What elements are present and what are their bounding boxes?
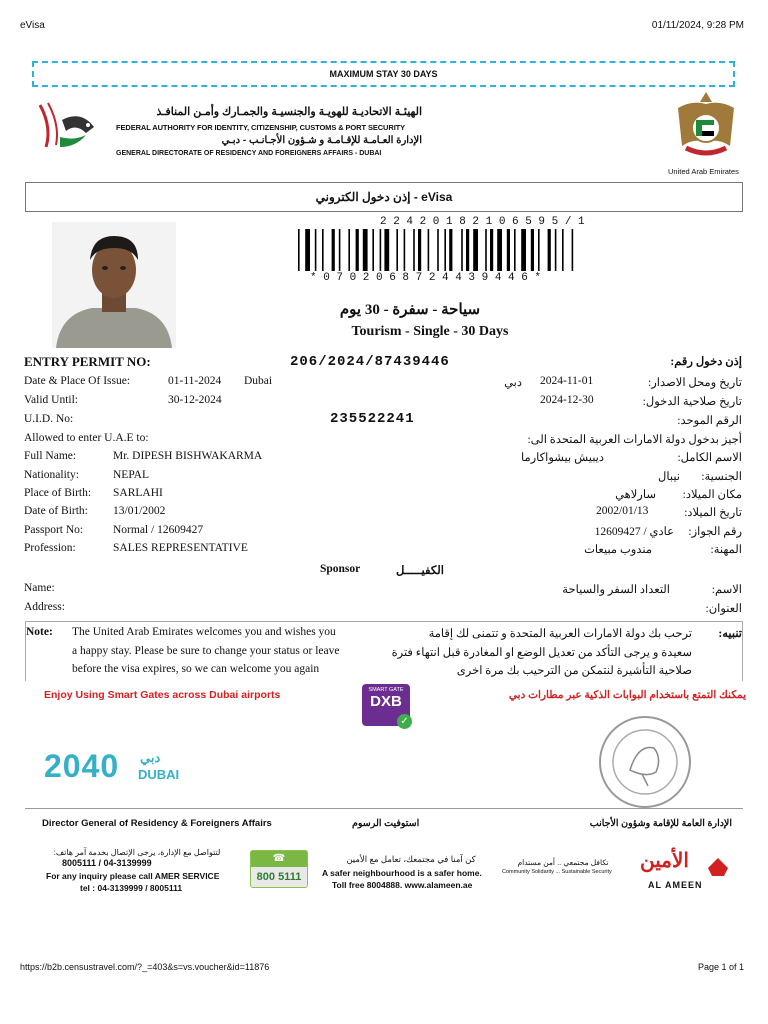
birth-date: 13/01/2002 — [113, 505, 166, 517]
passport-label-ar: رقم الجواز: — [688, 526, 742, 538]
divider — [25, 808, 743, 809]
smart-gate-badge-top: SMART GATE — [368, 687, 404, 693]
smart-gate-message-ar: يمكنك التمتع باستخدام البوابات الذكية عبر مطارات دبي — [508, 689, 746, 701]
amer-contact-ar: لتتواصل مع الإدارة، يرجى الإتصال بخدمة آمر هاتف: — [53, 848, 221, 857]
birth-place-ar: سارلاهي — [615, 489, 656, 501]
profession: SALES REPRESENTATIVE — [113, 542, 248, 554]
sponsor-address-label: Address: — [24, 601, 65, 613]
note-line-1: The United Arab Emirates welcomes you and wishes you — [72, 626, 336, 638]
note-ar-line-3: صلاحية التأشيرة لنتمكن من الترحيب بك مرة اخرى — [456, 665, 692, 677]
valid-until-date-ar: 2024-12-30 — [540, 394, 594, 406]
sponsor-address-label-ar: العنوان: — [705, 603, 742, 615]
uid-label-ar: الرقم الموحد: — [677, 415, 742, 427]
issue-label-ar: تاريخ ومحل الاصدار: — [648, 377, 742, 389]
smart-gate-badge — [362, 684, 410, 726]
evisa-title: إذن دخول الكتروني - eVisa — [25, 182, 743, 212]
applicant-photo — [52, 222, 176, 348]
note-label-ar: تنبيه: — [718, 628, 742, 640]
dubai-2040-year: 2040 — [44, 748, 120, 784]
nationality-label: Nationality: — [24, 469, 79, 481]
uae-eagle-emblem-icon — [668, 88, 744, 166]
note-line-2: a happy stay. Please be sure to change your status or leave — [72, 645, 340, 657]
sponsor-name-label: Name: — [24, 582, 55, 594]
profession-label: Profession: — [24, 542, 76, 554]
check-icon: ✓ — [397, 714, 412, 729]
directorate-label-ar: الإدارة العامة للإقامة وشؤون الأجانب — [589, 818, 732, 829]
nationality: NEPAL — [113, 469, 149, 481]
sponsor-title: Sponsor — [320, 563, 361, 575]
passport-number: Normal / 12609427 — [113, 524, 204, 536]
sponsor-name-label-ar: الاسم: — [711, 584, 742, 596]
community-slogan-en: Community Solidarity ... Sustainable Security — [502, 869, 612, 875]
dubai-2040-label: DUBAI — [138, 767, 180, 782]
page-url: https://b2b.censustravel.com/?_=403&s=vs.voucher&id=11876 — [20, 962, 270, 972]
uid-label: U.I.D. No: — [24, 413, 74, 425]
full-name-label: Full Name: — [24, 450, 77, 462]
birth-date-ar: 2002/01/13 — [596, 505, 649, 517]
visa-type-en: Tourism - Single - 30 Days — [351, 324, 509, 339]
department-name-ar: الإدارة العـامـة للإقـامـة و شـؤون الأجـانـب - دبـي — [221, 135, 422, 146]
smart-gate-message: Enjoy Using Smart Gates across Dubai airports — [44, 689, 281, 701]
birth-place-label-ar: مكان الميلاد: — [682, 489, 742, 501]
amer-logo-number: 800 5111 — [256, 871, 302, 883]
fees-paid-label: استوفيت الرسوم — [352, 818, 420, 829]
country-label: United Arab Emirates — [668, 167, 739, 176]
sponsor-name-ar: التعداد السفر والسياحة — [562, 584, 670, 596]
amer-phone-icon: ☎ — [251, 851, 307, 867]
al-ameen-handshake-icon — [706, 856, 730, 878]
nationality-ar: نيبال — [657, 471, 680, 483]
issue-label: Date & Place Of Issue: — [24, 375, 131, 387]
ameen-tollfree: Toll free 8004888. www.alameen.ae — [332, 880, 473, 890]
al-ameen-logo-ar: الأمين — [640, 850, 689, 872]
amer-contact-en: For any inquiry please call AMER SERVICE — [46, 871, 220, 881]
uid-number: 235522241 — [330, 411, 415, 427]
profession-ar: مندوب مبيعات — [584, 544, 652, 556]
authority-name-en: FEDERAL AUTHORITY FOR IDENTITY, CITIZENSHIP, CUSTOMS & PORT SECURITY — [116, 123, 406, 132]
note-ar-line-1: ترحب بك دولة الامارات العربية المتحدة و تتمنى لك إقامة — [428, 628, 692, 640]
ameen-slogan-ar: كن آمنا في مجتمعك، تعامل مع الأمين — [346, 854, 476, 864]
birth-date-label-ar: تاريخ الميلاد: — [684, 507, 742, 519]
amer-logo — [250, 850, 308, 888]
browser-datetime: 01/11/2024, 9:28 PM — [651, 20, 744, 31]
visa-type-ar: سياحة - سفرة - 30 يوم — [339, 302, 481, 318]
official-stamp-icon — [596, 714, 694, 810]
barcode-bottom-number: * 0 7 0 2 0 6 8 7 2 4 4 3 9 4 4 6 * — [310, 272, 542, 284]
amer-phone-1: 8005111 / 04-3139999 — [62, 858, 152, 868]
profession-label-ar: المهنة: — [710, 544, 742, 556]
smart-gate-badge-main: DXB — [370, 693, 402, 710]
passport-number-ar: عادي / 12609427 — [594, 526, 674, 538]
passport-label: Passport No: — [24, 524, 84, 536]
note-ar-line-2: سعيدة و يرجى التأكد من تعديل الوضع او المغادرة قبل انتهاء فترة — [391, 647, 692, 659]
entry-permit-number: 206/2024/87439446 — [290, 354, 450, 370]
barcode-top-number: 2 2 4 2 0 1 8 2 1 0 6 5 9 5 / 1 — [380, 216, 585, 228]
falcon-logo-icon — [26, 95, 106, 165]
allowed-label-ar: أجيز بدخول دولة الامارات العربية المتحدة الى: — [527, 434, 742, 446]
max-stay-banner: MAXIMUM STAY 30 DAYS — [32, 61, 735, 87]
note-line-3: before the visa expires, so we can welcome you again — [72, 663, 320, 675]
allowed-label: Allowed to enter U.A.E to: — [24, 432, 149, 444]
birth-date-label: Date of Birth: — [24, 505, 88, 517]
ameen-slogan-en: A safer neighbourhood is a safer home. — [322, 868, 482, 878]
issue-date-ar: 2024-11-01 — [540, 375, 594, 387]
birth-place: SARLAHI — [113, 487, 163, 499]
department-name-en: GENERAL DIRECTORATE OF RESIDENCY AND FOREIGNERS AFFAIRS - DUBAI — [116, 150, 382, 157]
valid-until-date: 30-12-2024 — [168, 394, 222, 406]
page-number: Page 1 of 1 — [697, 962, 744, 972]
issue-place: Dubai — [244, 375, 273, 387]
authority-name-ar: الهيئـة الاتحاديـة للهويـة والجنسيـة والجمـارك وأمـن المنافـذ — [156, 106, 422, 118]
entry-permit-label: ENTRY PERMIT NO: — [24, 354, 151, 369]
al-ameen-logo-en: AL AMEEN — [648, 880, 703, 890]
director-general-label: Director General of Residency & Foreigners Affairs — [42, 818, 272, 829]
full-name-label-ar: الاسم الكامل: — [677, 452, 742, 464]
nationality-label-ar: الجنسية: — [701, 471, 742, 483]
note-label: Note: — [26, 626, 53, 638]
dubai-2040-label-ar: دبي — [140, 750, 161, 765]
amer-phone-2: tel : 04-3139999 / 8005111 — [80, 883, 183, 893]
issue-date: 01-11-2024 — [168, 375, 222, 387]
birth-place-label: Place of Birth: — [24, 487, 92, 499]
barcode — [296, 229, 646, 271]
community-slogan-ar: تكافل مجتمعي .. أمن مستدام — [517, 858, 609, 867]
valid-until-label: Valid Until: — [24, 394, 78, 406]
full-name: Mr. DIPESH BISHWAKARMA — [113, 450, 263, 462]
full-name-ar: ديبيش بيشواكارما — [520, 452, 604, 464]
issue-place-ar: دبي — [504, 377, 522, 389]
browser-tab-title: eVisa — [20, 20, 45, 31]
valid-until-label-ar: تاريخ صلاحية الدخول: — [642, 396, 742, 408]
entry-permit-label-ar: إذن دخول رقم: — [670, 356, 742, 368]
sponsor-title-ar: الكفيـــــل — [396, 565, 444, 577]
